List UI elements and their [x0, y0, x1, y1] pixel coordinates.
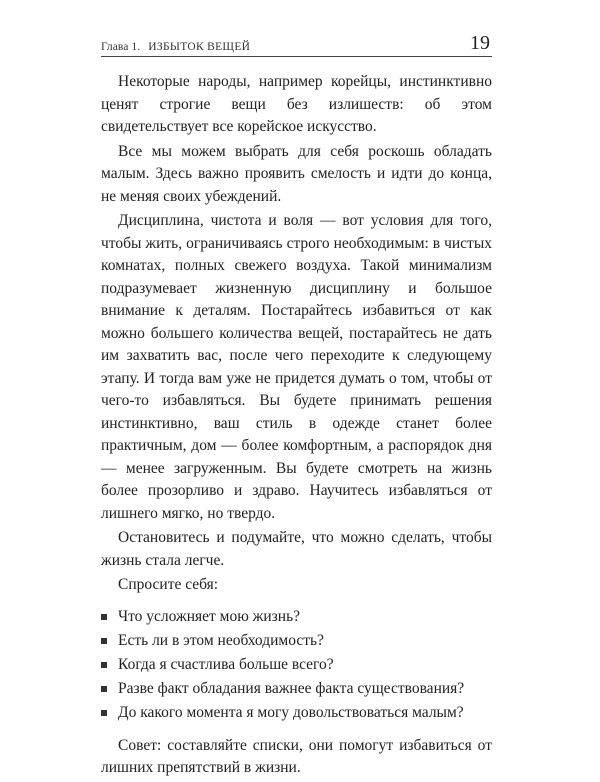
list-item-text: Есть ли в этом необходимость?	[118, 631, 324, 649]
paragraph: Спросите себя:	[118, 576, 219, 593]
chapter-label	[101, 41, 250, 53]
running-header	[101, 32, 492, 57]
question-list	[101, 605, 492, 725]
list-item	[101, 605, 492, 629]
list-item-text: Разве факт обладания важнее факта существования?	[118, 679, 465, 697]
list-item-text: До какого момента я могу довольствоваться малым?	[118, 703, 464, 721]
square-bullet-icon	[101, 710, 107, 716]
list-item	[101, 653, 492, 677]
paragraph: Некоторые народы, например корейцы, инстинктивно ценят строгие вещи без излишеств: об этом свидетельствует все корейское искусство.	[101, 73, 492, 135]
list-item	[101, 629, 492, 653]
square-bullet-icon	[101, 638, 107, 644]
paragraph: Дисциплина, чистота и воля — вот условия для того, чтобы жить, ограничиваясь строго необходимым: в чистых комнатах, полных свежего воздуха. Такой минимализм подразумевает жизненную дисциплину и большое внимание к деталям. Постарайтесь избавиться от как можно большего количества вещей, постарайтесь не дать им захватить вас, после чего переходите к следующему этапу. И тогда вам уже не придется думать о том, чтобы от чего-то избавляться. Вы будете принимать решения инстинктивно, ваш стиль в одежде станет более практичным, дом — более комфортным, а распорядок дня — менее загруженным. Вы будете смотреть на жизнь более прозорливо и здраво. Научитесь избавляться от лишнего мягко, но твердо.	[101, 212, 492, 522]
paragraph: Остановитесь и подумайте, что можно сделать, чтобы жизнь стала легче.	[101, 529, 492, 569]
advice-paragraph: Совет: составляйте списки, они помогут избавиться от лишних препятствий в жизни.	[101, 736, 492, 776]
square-bullet-icon	[101, 686, 107, 692]
square-bullet-icon	[101, 662, 107, 668]
square-bullet-icon	[101, 614, 107, 620]
chapter-title: ИЗБЫТОК ВЕЩЕЙ	[148, 41, 251, 53]
list-item-text: Что усложняет мою жизнь?	[118, 607, 301, 625]
list-item	[101, 677, 492, 701]
body-text	[101, 71, 492, 782]
list-item-text: Когда я счастлива больше всего?	[118, 655, 334, 673]
page-number: 19	[470, 32, 490, 54]
paragraph: Все мы можем выбрать для себя роскошь обладать малым. Здесь важно проявить смелость и идти до конца, не меняя своих убеждений.	[101, 142, 492, 205]
list-item	[101, 701, 492, 725]
chapter-number: Глава 1.	[101, 41, 141, 53]
